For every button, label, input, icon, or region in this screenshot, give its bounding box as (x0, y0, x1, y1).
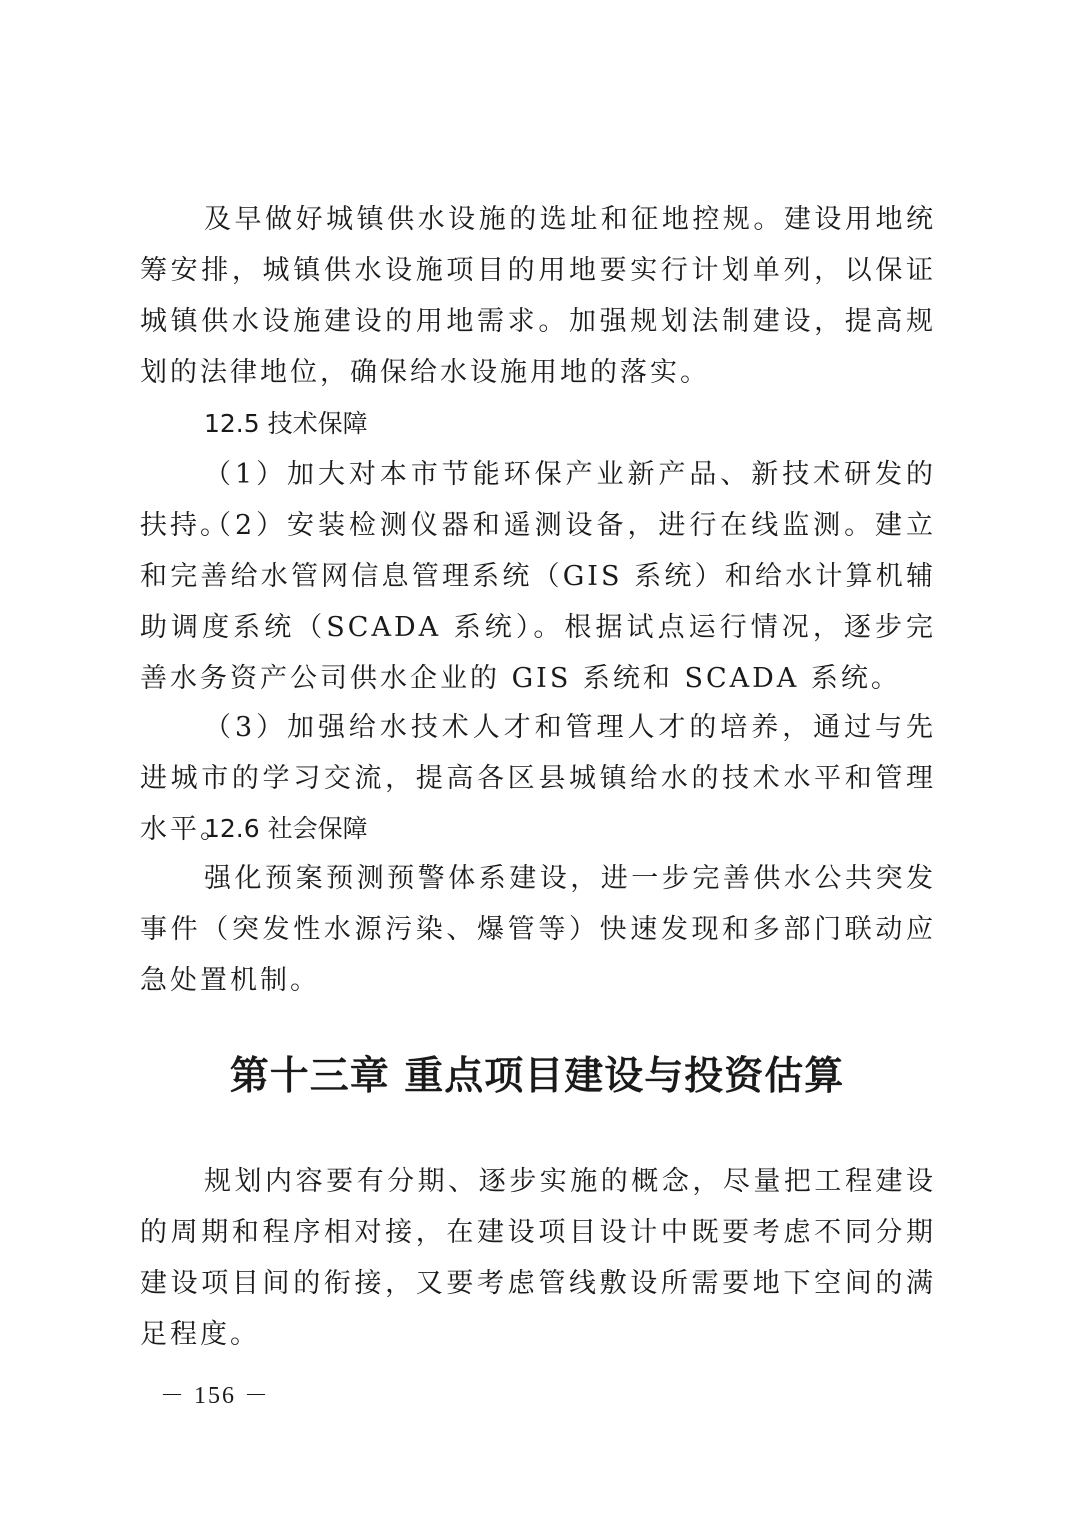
page-number: － 156 － (160, 1383, 270, 1409)
plan-paragraph: 规划内容要有分期、逐步实施的概念，尽量把工程建设的周期和程序相对接，在建设项目设计中既要考虑不同分期建设项目间的衔接，又要考虑管线敷设所需要地下空间的满足程度。 (140, 1166, 936, 1350)
social-paragraph-block (140, 853, 936, 1006)
tech-item-3: （3）加强给水技术人才和管理人才的培养，通过与先进城市的学习交流，提高各区县城镇给水的技术水平和管理水平。 (140, 712, 936, 845)
section-heading-12-6: 12.6 社会保障 (204, 814, 368, 843)
tech-item-2: （2）安装检测仪器和遥测设备，进行在线监测。建立和完善给水管网信息管理系统（GIS 系统）和给水计算机辅助调度系统（SCADA 系统）。根据试点运行情况，逐步完善水务资产公司供水企业的 GIS 系统和 SCADA 系统。 (140, 510, 936, 694)
tech-item-2-block (140, 500, 936, 704)
land-paragraph-block (140, 194, 936, 398)
land-use-paragraph: 及早做好城镇供水设施的选址和征地控规。建设用地统筹安排，城镇供水设施项目的用地要实行计划单列，以保证城镇供水设施建设的用地需求。加强规划法制建设，提高规划的法律地位，确保给水设施用地的落实。 (140, 204, 936, 388)
section-heading-12-5: 12.5 技术保障 (204, 409, 368, 438)
plan-paragraph-block (140, 1156, 936, 1360)
social-paragraph: 强化预案预测预警体系建设，进一步完善供水公共突发事件（突发性水源污染、爆管等）快速发现和多部门联动应急处置机制。 (140, 863, 936, 996)
tech-item-1: （1）加大对本市节能环保产业新产品、新技术研发的扶持。 (140, 459, 936, 541)
chapter-title: 第十三章 重点项目建设与投资估算 (229, 1053, 845, 1099)
